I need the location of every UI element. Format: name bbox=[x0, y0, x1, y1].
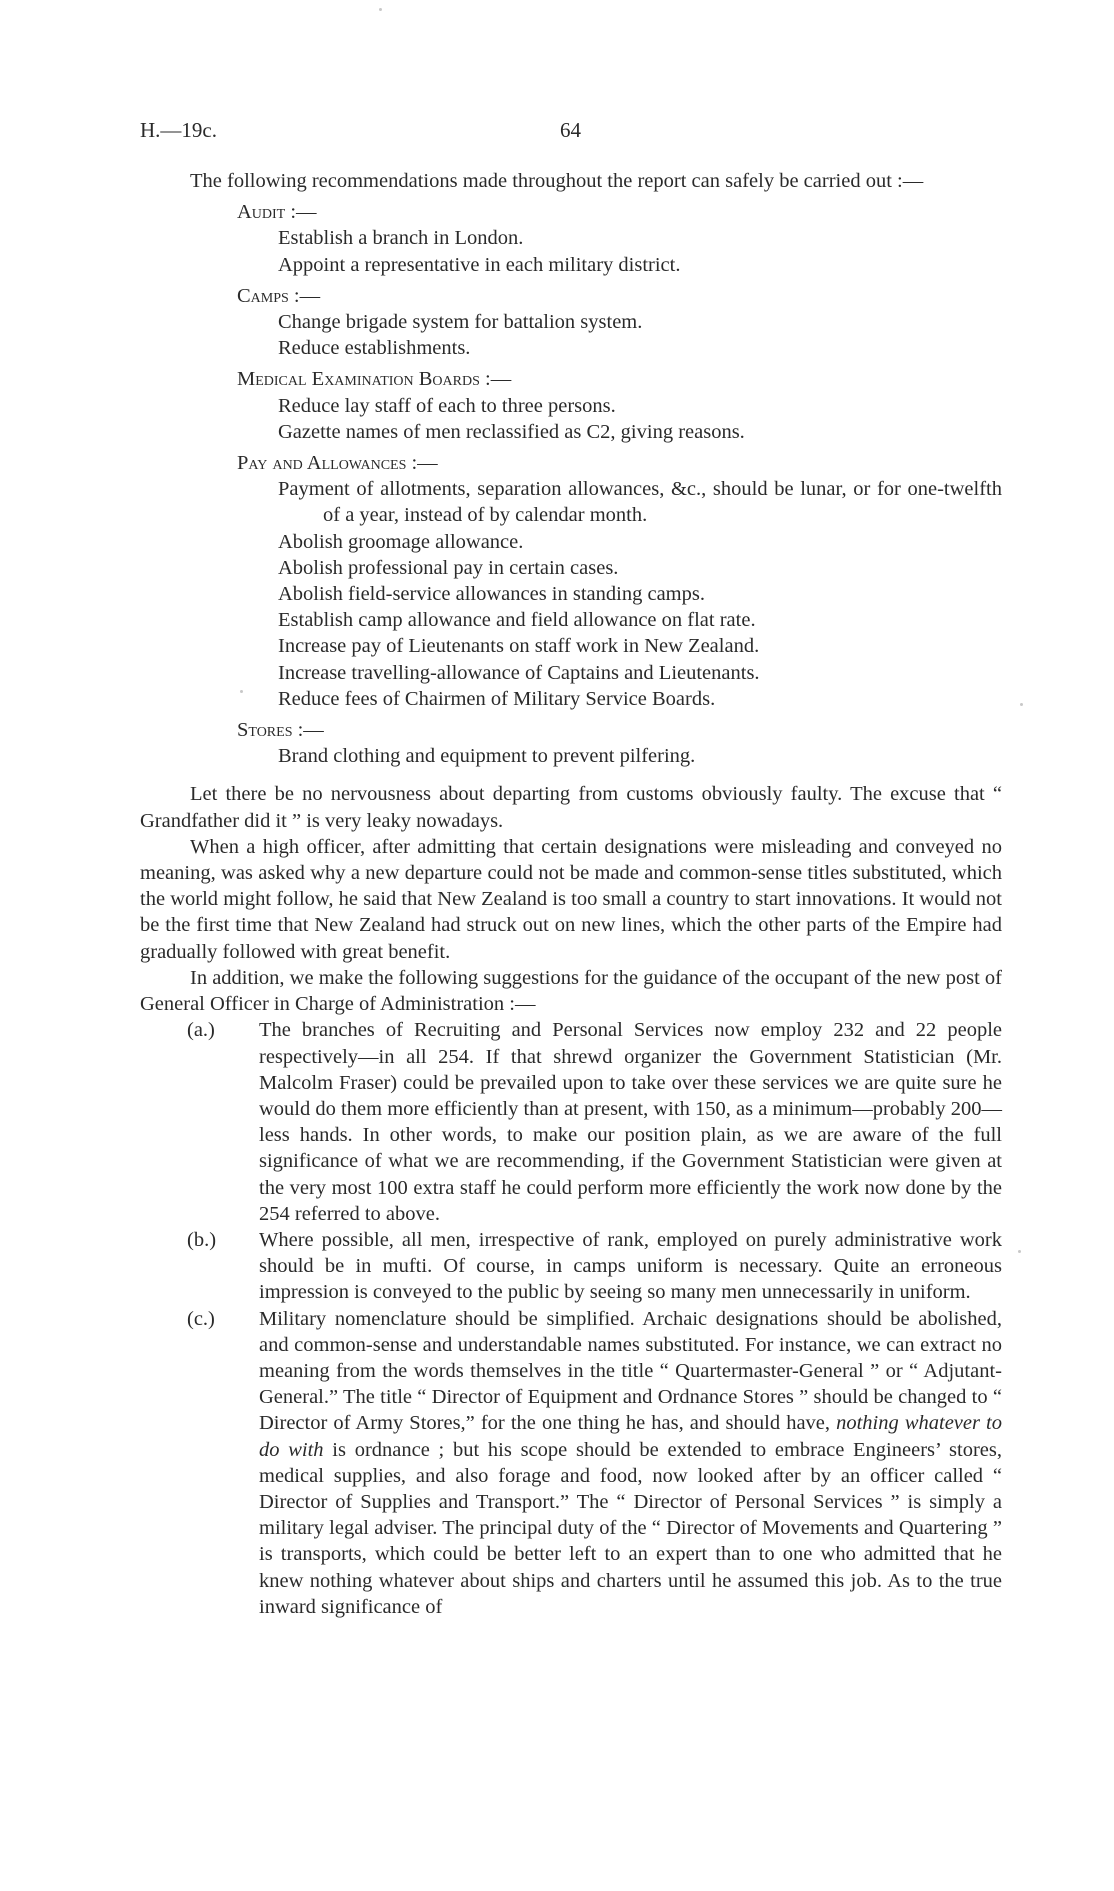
recommendation-item: Establish a branch in London. bbox=[278, 227, 524, 250]
suggestion-label: (b.) bbox=[187, 1228, 217, 1251]
suggestion-item bbox=[140, 1017, 1002, 1227]
suggestion-item bbox=[140, 1227, 1002, 1306]
category-heading: Camps :— bbox=[237, 284, 321, 307]
suggestion-text bbox=[259, 1308, 1002, 1618]
emphasized-text: nothing whatever to do with bbox=[259, 1412, 1002, 1461]
recommendation-item: Reduce establishments. bbox=[278, 337, 471, 360]
scan-speck bbox=[379, 8, 382, 11]
recommendation-item: Payment of allotments, separation allowances, &c., should be lunar, or for one-twelfth of a year, instead of by calendar month. bbox=[278, 478, 1002, 527]
scan-speck bbox=[1020, 703, 1023, 706]
recommendation-group-stores bbox=[140, 717, 1002, 769]
recommendation-item: Change brigade system for battalion system. bbox=[278, 311, 643, 334]
recommendation-item: Appoint a representative in each military district. bbox=[278, 253, 681, 276]
scan-speck bbox=[1018, 1250, 1021, 1253]
suggestion-text-part: Military nomenclature should be simplified. Archaic designations should be abolished, and common-sense and understandable names substituted. For instance, we can extract no meaning from the words themselves in the title “ Quartermaster-General ” or “ Adjutant-General.” The title “ Director of Equipment and Ordnance Stores ” should be changed to “ Director of Army Stores,” for the one thing he has, and should have, bbox=[259, 1307, 1002, 1435]
recommendations-list bbox=[140, 199, 1002, 769]
body-paragraph: In addition, we make the following suggestions for the guidance of the occupant of the new post of General Officer in Charge of Administration :— bbox=[140, 966, 1002, 1016]
category-heading: Pay and Allowances :— bbox=[237, 452, 438, 475]
body-paragraph: When a high officer, after admitting that certain designations were misleading and conveyed no meaning, was asked why a new departure could not be made and common-sense titles substituted, which the world might follow, he said that New Zealand is too small a country to start innovations. It would not be the first time that New Zealand had struck out on new lines, which the other parts of the Empire had gradually followed with great benefit. bbox=[140, 835, 1002, 963]
suggestion-text-part: is ordnance ; but his scope should be extended to embrace Engineers’ stores, medical supplies, and also forage and food, now looked after by an officer called “ Director of Supplies and Transport.” The “ Director of Personal Services ” is simply a military legal adviser. The principal duty of the “ Director of Movements and Quartering ” is transports, which could be better left to an expert than to one who admitted that he knew nothing whatever about ships and charters until he assumed this job. As to the true inward significance of bbox=[259, 1438, 1002, 1618]
recommendation-item: Abolish professional pay in certain cases. bbox=[278, 556, 619, 579]
scan-speck bbox=[240, 690, 243, 693]
recommendation-item: Establish camp allowance and field allowance on flat rate. bbox=[278, 609, 756, 632]
category-heading: Audit :— bbox=[237, 201, 317, 224]
recommendation-item: Increase travelling-allowance of Captains and Lieutenants. bbox=[278, 661, 760, 684]
page-body bbox=[140, 168, 1002, 1620]
recommendation-item: Gazette names of men reclassified as C2, giving reasons. bbox=[278, 420, 745, 443]
recommendation-group-camps bbox=[140, 283, 1002, 362]
category-heading: Medical Examination Boards :— bbox=[237, 368, 512, 391]
recommendation-group-medical-boards bbox=[140, 366, 1002, 445]
recommendation-group-pay-allowances bbox=[140, 450, 1002, 712]
recommendation-item: Increase pay of Lieutenants on staff work in New Zealand. bbox=[278, 635, 760, 658]
recommendation-group-audit bbox=[140, 199, 1002, 278]
page-number: 64 bbox=[560, 118, 581, 142]
suggestion-text: The branches of Recruiting and Personal Services now employ 232 and 22 people respectively—in all 254. If that shrewd organizer the Government Statistician (Mr. Malcolm Fraser) could be prevailed upon to take over these services we are quite sure he would do them more efficiently than at present, with 150, as a minimum—probably 200—less hands. In other words, to make our position plain, as we are aware of the full significance of what we are recommending, if the Government Statistician were given at the very most 100 extra staff he could perform more efficiently the work now done by the 254 referred to above. bbox=[259, 1019, 1002, 1225]
category-heading: Stores :— bbox=[237, 719, 324, 742]
suggestion-item bbox=[140, 1306, 1002, 1620]
page-header bbox=[140, 118, 1000, 148]
recommendation-item: Brand clothing and equipment to prevent pilfering. bbox=[278, 745, 696, 768]
suggestion-label: (c.) bbox=[187, 1307, 215, 1330]
intro-paragraph: The following recommendations made throughout the report can safely be carried out :— bbox=[190, 170, 924, 192]
suggestion-label: (a.) bbox=[187, 1019, 215, 1042]
suggestion-text: Where possible, all men, irrespective of rank, employed on purely administrative work should be in mufti. Of course, in camps uniform is necessary. Quite an erroneous impression is conveyed to the public by seeing so many men unnecessarily in uniform. bbox=[259, 1228, 1002, 1304]
recommendation-item: Reduce lay staff of each to three persons. bbox=[278, 394, 616, 417]
document-reference: H.—19c. bbox=[140, 118, 217, 142]
recommendation-item: Abolish groomage allowance. bbox=[278, 530, 524, 553]
recommendation-item: Reduce fees of Chairmen of Military Service Boards. bbox=[278, 687, 716, 710]
body-paragraph: Let there be no nervousness about departing from customs obviously faulty. The excuse that “ Grandfather did it ” is very leaky nowadays. bbox=[140, 783, 1002, 832]
recommendation-item: Abolish field-service allowances in standing camps. bbox=[278, 583, 705, 606]
